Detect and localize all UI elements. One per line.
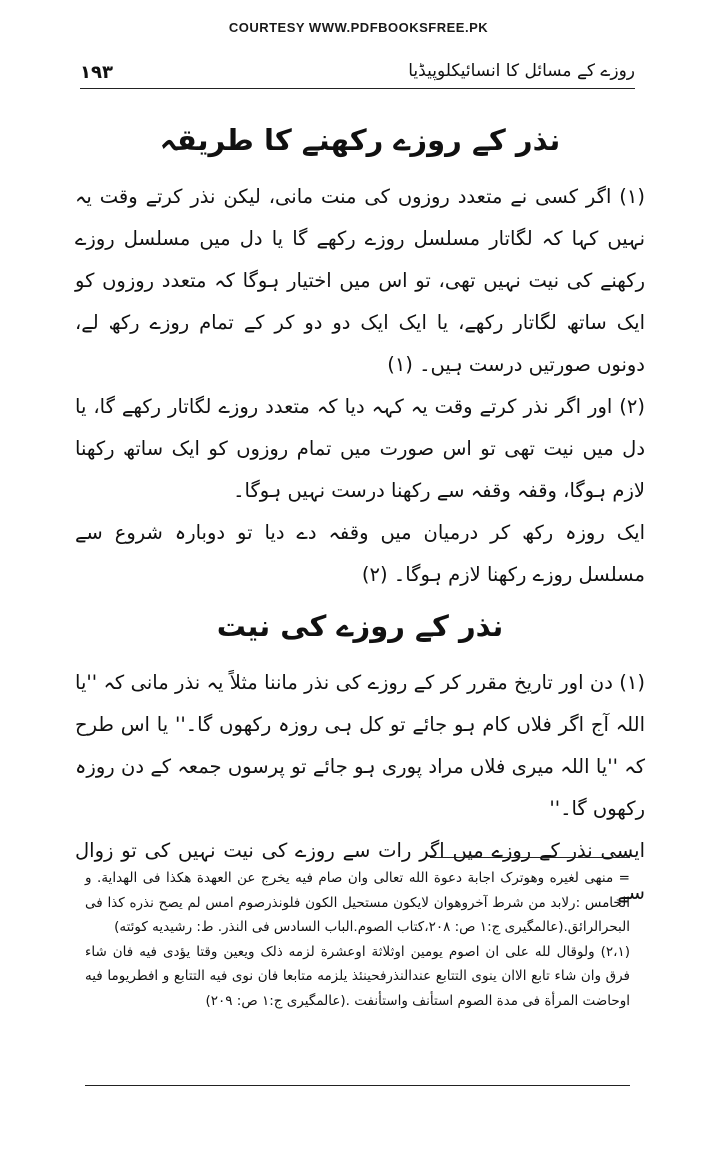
footnote-divider [430,857,630,858]
paragraph: (۲) اور اگر نذر کرتے وقت یہ کہہ دیا کہ متعدد روزے لگاتار رکھے گا، یا دل میں نیت تھی تو اس صورت میں تمام روزوں کو ایک ساتھ رکھنا لازم ہوگا، وقفہ وقفہ سے رکھنا درست نہیں ہوگا۔ [75,395,645,502]
section-title: نذر کے روزے رکھنے کا طریقہ [159,123,561,157]
bottom-divider [85,1085,630,1086]
section-title: نذر کے روزے کی نیت [216,609,504,643]
paragraph: (۱) اگر کسی نے متعدد روزوں کی منت مانی، لیکن نذر کرتے وقت یہ نہیں کہا کہ لگاتار مسلسل روزے رکھے گا یا دل میں مسلسل روزے رکھنے کی نیت نہیں تھی، تو اس میں اختیار ہوگا کہ متعدد روزوں کو ایک ساتھ لگاتار رکھے، یا ایک ایک دو دو کر کے تمام روزے رکھ لے، دونوں صورتیں درست ہیں۔ (۱) [75,185,645,376]
paragraph: (۱) دن اور تاریخ مقرر کر کے روزے کی نذر ماننا مثلاً یہ نذر مانی کہ ''یا اللہ آج اگر فلاں کام ہو جائے تو کل ہی روزہ رکھوں گا۔'' یا اس طرح کہ ''یا اللہ میری فلاں مراد پوری ہو جائے تو پرسوں جمعہ کے دن روزہ رکھوں گا۔'' [75,671,645,820]
running-header [80,58,635,89]
courtesy-watermark: COURTESY WWW.PDFBOOKSFREE.PK [228,20,489,35]
book-title: روزے کے مسائل کا انسائیکلوپیڈیا [408,61,635,81]
main-text [75,118,645,914]
footnotes [85,866,630,1013]
footnote: (۲،۱) ولوقال لله علی ان اصوم یومین اوثلاثة اوعشرة لزمه ذلک ویعین وقتا یؤدی فیه فان شاء فرق وان شاء تابع الاان ینوی التتابع عندالنذرفحینئذ یلزمه متابعا فان نوی فیه التتابع و افطریوما فیه اوحاضت المرأة فی مدة الصوم استأنف واستأنفت .(عالمگیری ج:۱ ص: ۲۰۹) [85,943,630,1009]
paragraph: ایک روزہ رکھ کر درمیان میں وقفہ دے دیا تو دوبارہ شروع سے مسلسل روزے رکھنا لازم ہوگا۔ (۲) [75,521,645,586]
page-number: ۱۹۳ [80,62,113,83]
paragraph: ایسی نذر کے روزے میں اگر رات سے روزے کی نیت نہیں کی تو زوال سے [75,839,645,904]
footnote: = منهی لغیره وهوترک اجابة دعوة الله تعالی وان صام فیه یخرج عن العهدة هکذا فی الهدایة. و الخامس :رلابد من شرط آخروهوان لایکون مستحیل الکون فلونذرصوم امس لم یصح نذره کذا فی البحرالرائق.(عالمگیری ج:۱ ص: ۲۰۸،کتاب الصوم.الباب السادس فی النذر. ط: رشیدیه کوئته) [85,870,630,935]
